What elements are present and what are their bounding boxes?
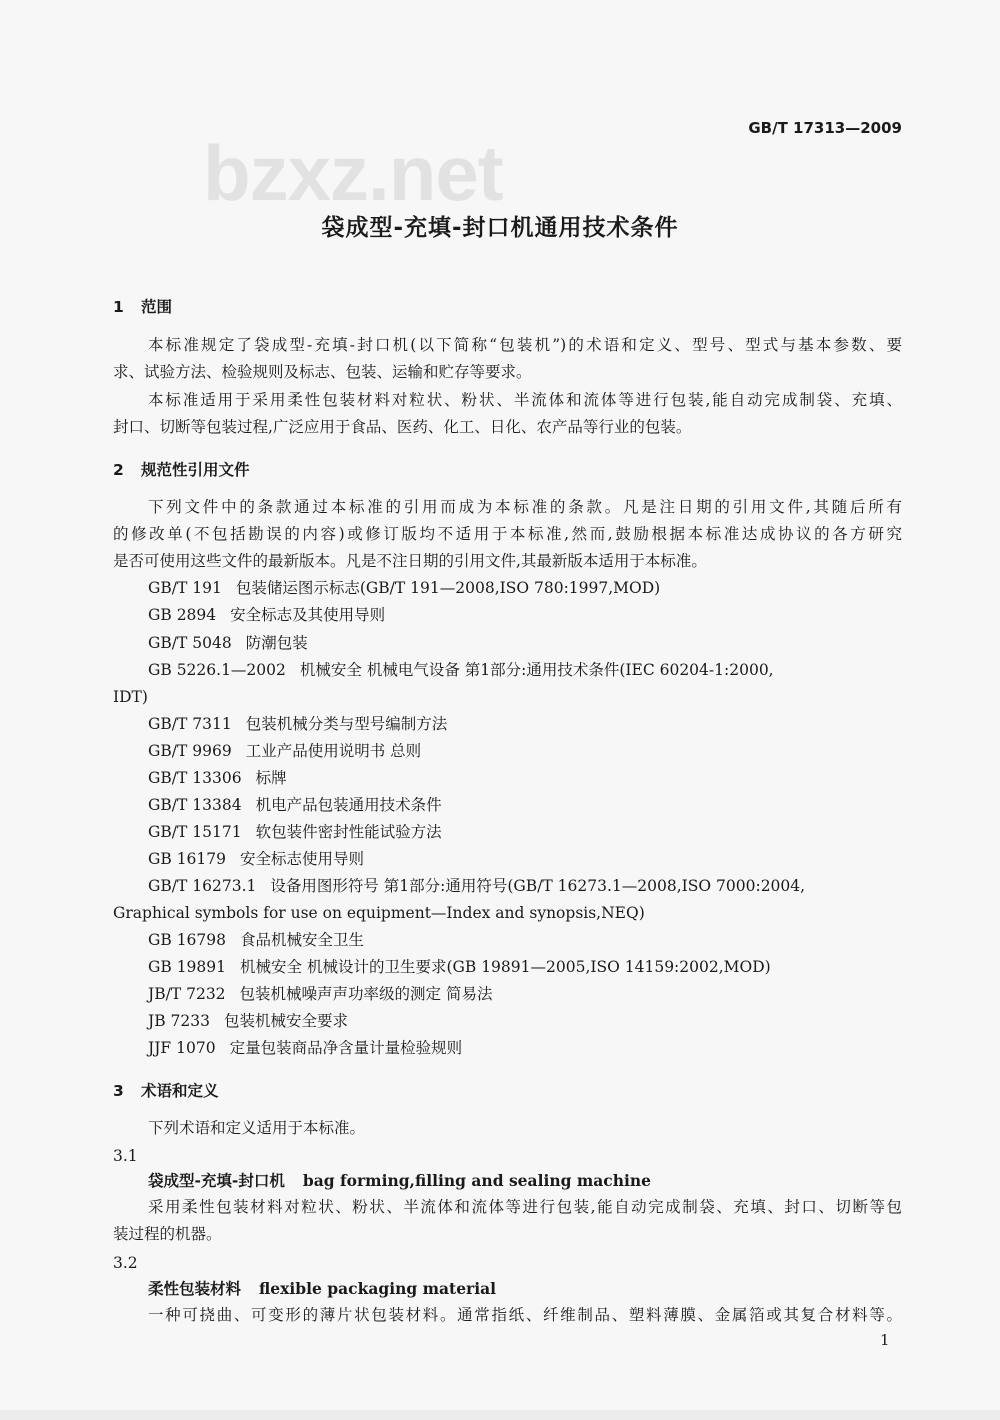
reference-title: 包装机械分类与型号编制方法	[245, 715, 448, 733]
reference-code: GB/T 191	[148, 579, 222, 597]
paragraph-line: 本标准规定了袋成型-充填-封口机(以下简称“包装机”)的术语和定义、型号、型式与基本参数、要	[148, 336, 902, 354]
reference-item	[148, 768, 287, 788]
standard-number: GB/T 17313—2009	[748, 119, 902, 137]
reference-item	[148, 1038, 462, 1058]
reference-item	[148, 849, 364, 869]
reference-code: GB/T 5048	[148, 634, 232, 652]
reference-title: 定量包装商品净含量计量检验规则	[229, 1039, 463, 1057]
page-bottom-edge	[0, 1410, 1000, 1420]
reference-title: 安全标志使用导则	[240, 850, 365, 868]
section-1-heading	[113, 297, 172, 317]
section-title: 范围	[141, 298, 173, 316]
term-chinese: 袋成型-充填-封口机	[148, 1172, 285, 1190]
reference-title: 机械安全 机械设计的卫生要求(GB 19891—2005,ISO 14159:2002,MOD)	[240, 958, 771, 976]
reference-code: GB 16798	[148, 931, 227, 949]
reference-title: 机械安全 机械电气设备 第1部分:通用技术条件(IEC 60204-1:2000,	[299, 661, 774, 679]
watermark: bzxz.net	[203, 129, 503, 217]
reference-item	[148, 633, 308, 653]
reference-code: GB 2894	[148, 606, 217, 624]
reference-code: JB/T 7232	[148, 985, 226, 1003]
term-number: 3.1	[113, 1147, 138, 1165]
reference-item	[148, 822, 442, 842]
reference-code: GB/T 16273.1	[148, 877, 257, 895]
reference-title: 工业产品使用说明书 总则	[245, 742, 422, 760]
reference-item	[148, 660, 774, 680]
reference-title: 包装机械噪声声功率级的测定 简易法	[239, 985, 493, 1003]
term-heading	[148, 1171, 651, 1191]
paragraph-line: 采用柔性包装材料对粒状、粉状、半流体和流体等进行包装,能自动完成制袋、充填、封口、切断等包	[148, 1198, 902, 1216]
reference-continuation: IDT)	[113, 688, 148, 706]
reference-code: JB 7233	[148, 1012, 210, 1030]
term-english: flexible packaging material	[259, 1279, 497, 1298]
reference-title: 食品机械安全卫生	[240, 931, 365, 949]
paragraph-line: 下列文件中的条款通过本标准的引用而成为本标准的条款。凡是注日期的引用文件,其随后所有	[148, 498, 902, 516]
term-english: bag forming,filling and sealing machine	[302, 1171, 652, 1190]
reference-title: 设备用图形符号 第1部分:通用符号(GB/T 16273.1—2008,ISO 7000:2004,	[270, 877, 806, 895]
section-number: 2	[113, 461, 124, 479]
paragraph-line: 本标准适用于采用柔性包装材料对粒状、粉状、半流体和流体等进行包装,能自动完成制袋、充填、	[148, 391, 902, 409]
reference-item	[148, 930, 364, 950]
term-number: 3.2	[113, 1254, 138, 1272]
reference-item	[148, 605, 385, 625]
reference-title: 软包装件密封性能试验方法	[255, 823, 442, 841]
reference-code: GB/T 15171	[148, 823, 242, 841]
section-number: 1	[113, 298, 124, 316]
section-title: 规范性引用文件	[141, 461, 250, 479]
page-title: 袋成型-充填-封口机通用技术条件	[321, 215, 679, 241]
reference-code: GB/T 13384	[148, 796, 242, 814]
reference-code: GB/T 7311	[148, 715, 232, 733]
term-heading	[148, 1279, 496, 1299]
reference-item	[148, 714, 447, 734]
reference-code: GB 5226.1—2002	[148, 661, 286, 679]
paragraph-line: 下列术语和定义适用于本标准。	[148, 1119, 366, 1137]
paragraph-line: 装过程的机器。	[113, 1225, 222, 1243]
reference-title: 防潮包装	[245, 634, 308, 652]
reference-code: GB 16179	[148, 850, 227, 868]
reference-code: GB/T 9969	[148, 742, 232, 760]
section-2-heading	[113, 460, 250, 480]
reference-title: 机电产品包装通用技术条件	[255, 796, 442, 814]
reference-item	[148, 578, 660, 598]
section-3-heading	[113, 1081, 219, 1101]
paragraph-line: 一种可挠曲、可变形的薄片状包装材料。通常指纸、纤维制品、塑料薄膜、金属箔或其复合材料等。	[148, 1306, 902, 1324]
reference-title: 包装储运图示标志(GB/T 191—2008,ISO 780:1997,MOD)	[235, 579, 661, 597]
term-chinese: 柔性包装材料	[148, 1280, 242, 1298]
reference-code: GB 19891	[148, 958, 227, 976]
section-title: 术语和定义	[141, 1082, 219, 1100]
reference-item	[148, 795, 442, 815]
reference-title: 安全标志及其使用导则	[230, 606, 386, 624]
reference-code: JJF 1070	[148, 1039, 216, 1057]
reference-item	[148, 876, 805, 896]
section-number: 3	[113, 1082, 124, 1100]
page-number: 1	[880, 1331, 890, 1349]
reference-item	[148, 984, 492, 1004]
reference-code: GB/T 13306	[148, 769, 242, 787]
reference-title: 标牌	[255, 769, 287, 787]
paragraph-line: 的修改单(不包括勘误的内容)或修订版均不适用于本标准,然而,鼓励根据本标准达成协议的各方研究	[113, 525, 902, 543]
reference-item	[148, 741, 421, 761]
paragraph-line: 求、试验方法、检验规则及标志、包装、运输和贮存等要求。	[113, 363, 532, 381]
paragraph-line: 封口、切断等包装过程,广泛应用于食品、医药、化工、日化、农产品等行业的包装。	[113, 418, 692, 436]
reference-title: 包装机械安全要求	[223, 1012, 348, 1030]
paragraph-line: 是否可使用这些文件的最新版本。凡是不注日期的引用文件,其最新版本适用于本标准。	[113, 552, 707, 570]
reference-item	[148, 1011, 348, 1031]
reference-item	[148, 957, 771, 977]
reference-continuation: Graphical symbols for use on equipment—Index and synopsis,NEQ)	[113, 904, 645, 922]
